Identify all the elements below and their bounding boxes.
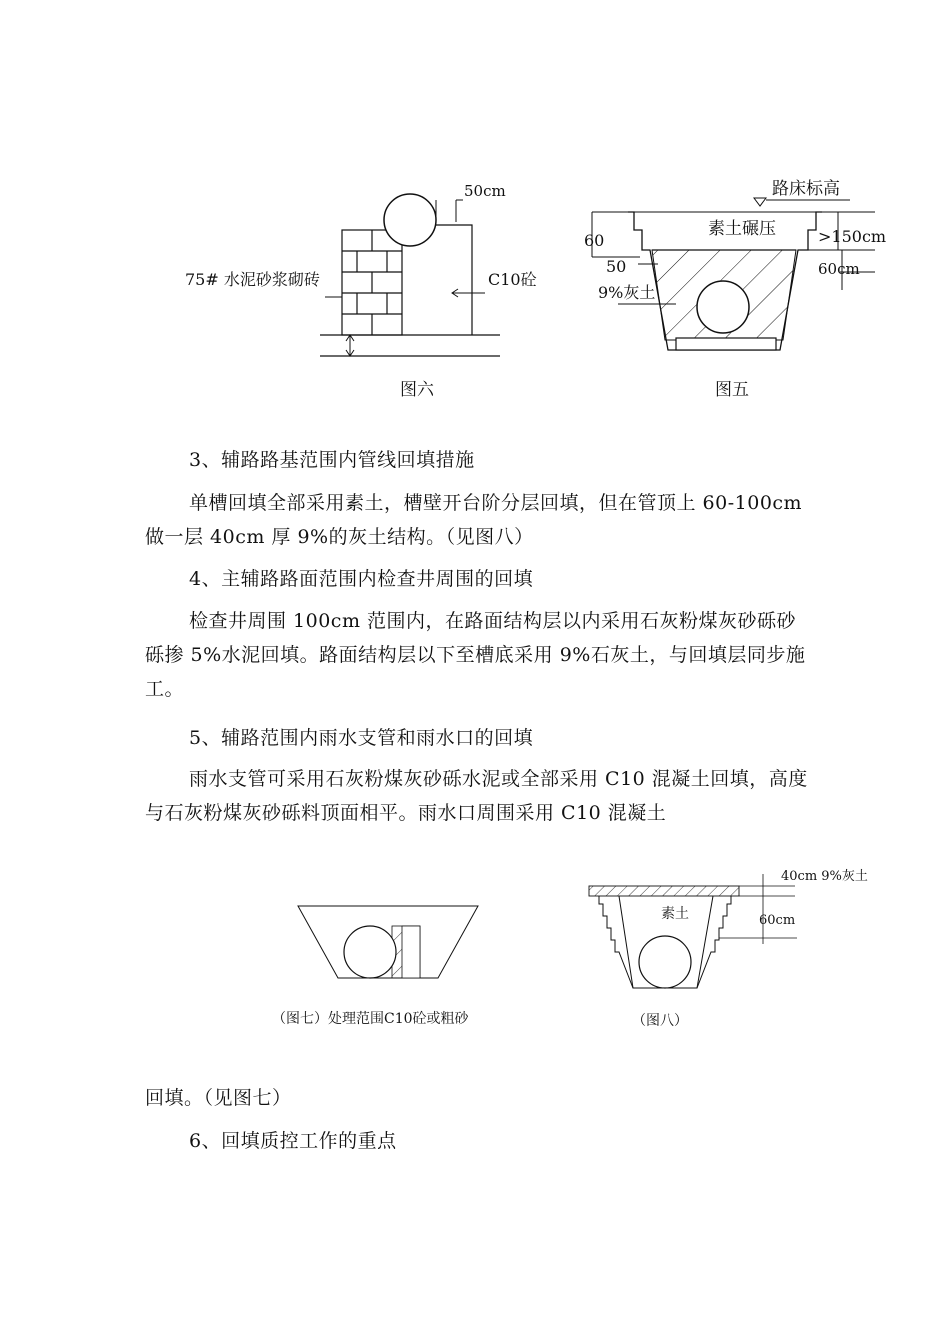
paragraph-5: 雨水支管可采用石灰粉煤灰砂砾水泥或全部采用 C10 混凝土回填，高度与石灰粉煤灰砂砾料顶面相平。雨水口周围采用 C10 混凝土 <box>145 768 808 824</box>
fig6-label-brick: 75# 水泥砂浆砌砖 <box>185 270 320 289</box>
fig8-label-fill: 素土 <box>661 906 689 922</box>
figure-7-caption: （图七）处理范围C10砼或粗砂 <box>272 1011 469 1027</box>
figure-7-drawing <box>298 900 488 990</box>
figure-5-caption: 图五 <box>715 380 749 400</box>
paragraph-4: 检查井周围 100cm 范围内，在路面结构层以内采用石灰粉煤灰砂砾砂砾掺 5%水泥回填。路面结构层以下至槽底采用 9%石灰土，与回填层同步施工。 <box>145 610 806 700</box>
paragraph-5-continued: 回填。（见图七） <box>145 1087 292 1109</box>
fig5-label-subgrade: 路床标高 <box>772 179 840 199</box>
fig5-label-lime: 9%灰土 <box>598 283 656 302</box>
fig5-label-150: >150cm <box>818 227 887 246</box>
figure-8-caption: （图八） <box>632 1013 688 1029</box>
figure-5 <box>580 172 900 372</box>
heading-6: 6、回填质控工作的重点 <box>189 1130 397 1152</box>
fig8-label-lime: 40cm 9%灰土 <box>781 869 868 884</box>
fig5-label-60: 60 <box>584 231 605 250</box>
heading-3: 3、辅路路基范围内管线回填措施 <box>189 449 475 471</box>
figure-5-drawing <box>580 172 900 372</box>
figure-6-caption: 图六 <box>400 380 434 400</box>
figure-8-drawing <box>585 860 875 1000</box>
fig5-label-fill: 素土碾压 <box>708 219 776 239</box>
heading-4: 4、主辅路路面范围内检查井周围的回填 <box>189 568 534 590</box>
fig6-label-concrete: C10砼 <box>488 270 537 289</box>
figure-6 <box>180 170 537 370</box>
fig8-label-60cm: 60cm <box>759 913 796 928</box>
fig6-label-50cm: 50cm <box>464 182 506 200</box>
figure-6-drawing <box>180 170 537 370</box>
figure-7 <box>298 900 488 990</box>
fig5-label-60cm: 60cm <box>818 260 860 278</box>
heading-5: 5、辅路范围内雨水支管和雨水口的回填 <box>189 727 534 749</box>
paragraph-3: 单槽回填全部采用素土，槽壁开台阶分层回填，但在管顶上 60-100cm 做一层 40cm 厚 9%的灰土结构。（见图八） <box>145 492 803 548</box>
figure-8 <box>585 860 875 1000</box>
fig5-label-50: 50 <box>606 257 627 276</box>
